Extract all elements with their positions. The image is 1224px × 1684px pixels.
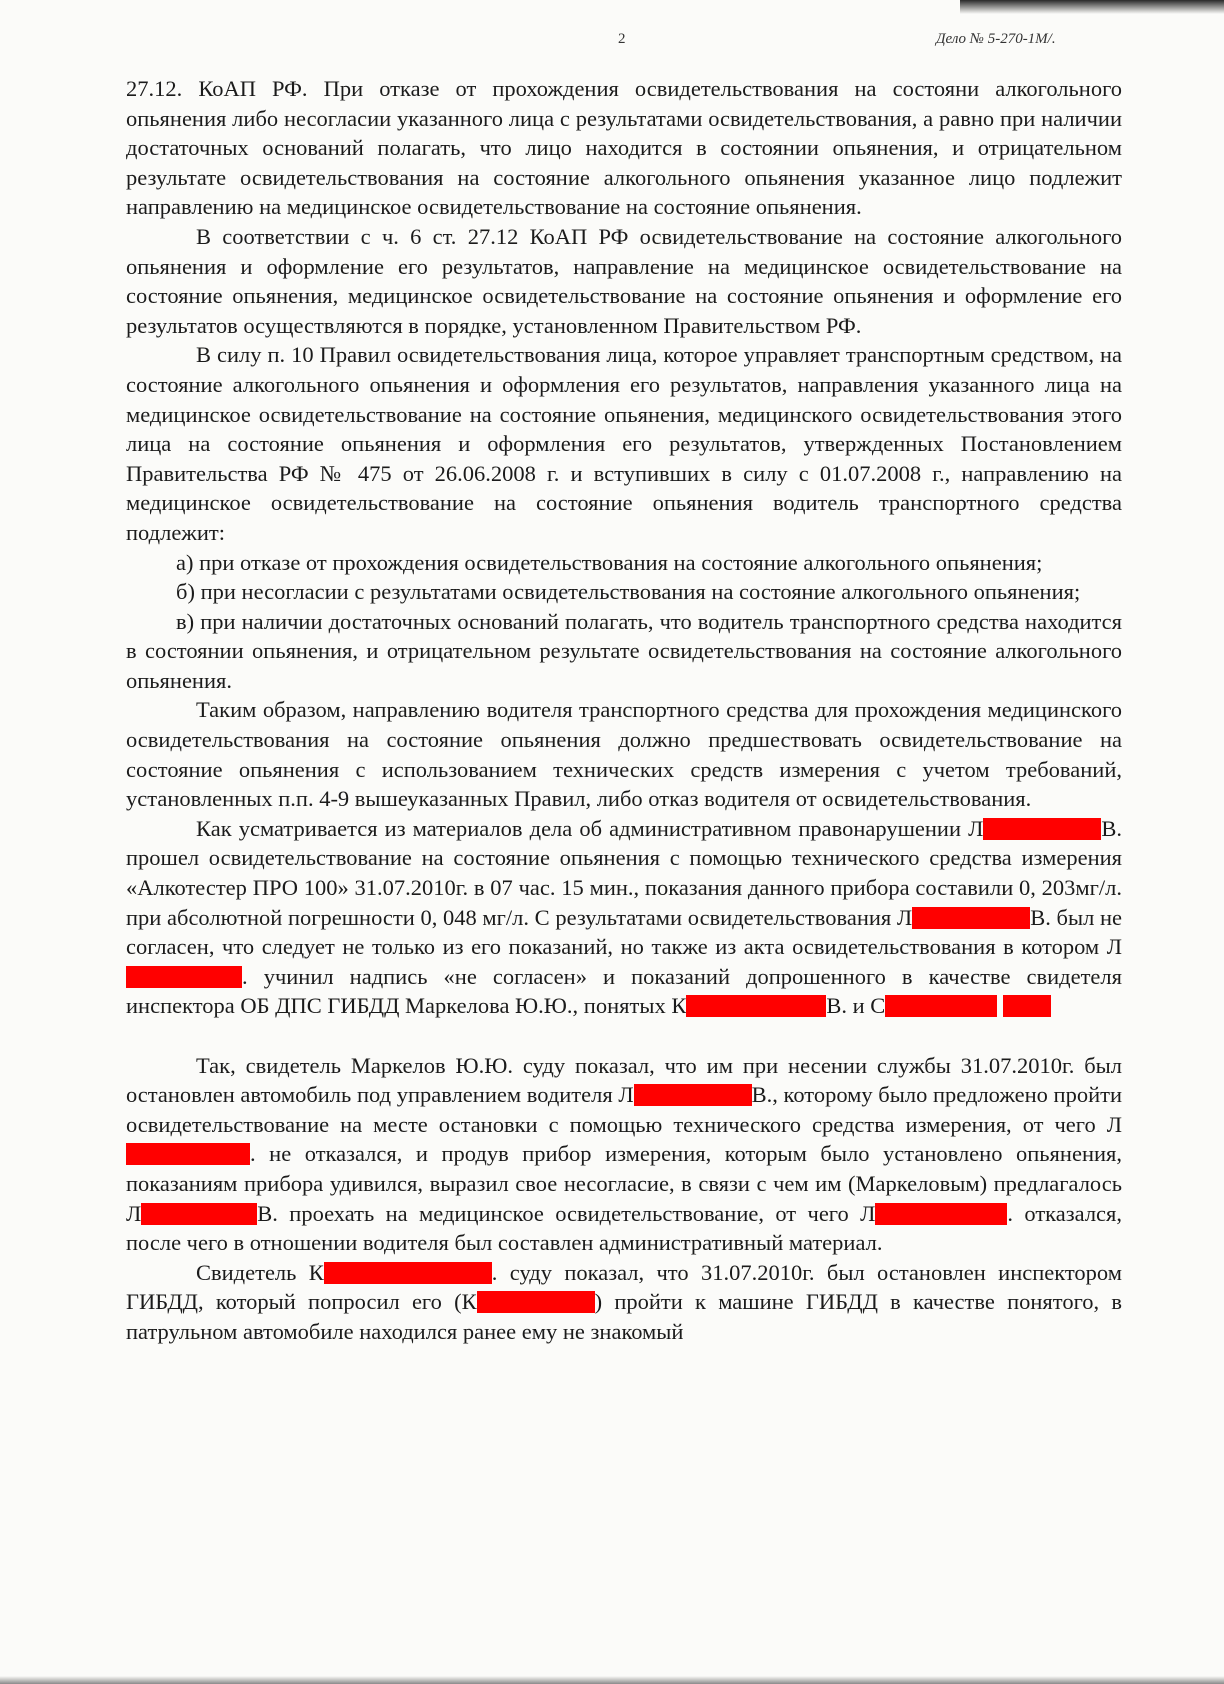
list-item-b: б) при несогласии с результатами освидетельствования на состояние алкогольного опьянения;	[176, 579, 1081, 605]
redaction-box	[983, 818, 1101, 840]
text-segment: Свидетель К	[196, 1259, 324, 1285]
paragraph-witness-markelov	[126, 1051, 1122, 1258]
scan-edge-shadow-top	[960, 0, 1224, 14]
paragraph-conclusion: Таким образом, направлению водителя транспортного средства для прохождения медицинского освидетельствования на состояние опьянения должно предшествовать освидетельствование на состояние опьянения с использованием технических средств измерения с учетом требований, установленных п.п. 4-9 вышеуказанных Правил, либо отказ водителя от освидетельствования.	[126, 697, 1122, 812]
text-segment: Так, свидетель Маркелов Ю.Ю. суду показал, что им при несении службы 31.07.2010г. был остановлен автомобиль под управлением водителя Л	[126, 1052, 1122, 1108]
text-segment: В. и С	[826, 993, 886, 1019]
redaction-box	[1003, 995, 1051, 1017]
redaction-box	[634, 1084, 752, 1106]
text-segment: В. прошел освидетельствование на состояние опьянения с помощью технического средства измерения «Алкотестер ПРО 100» 31.07.2010г. в 07 час. 15 мин., показания данного прибора составили 0, 203мг/л. при абсолютной погрешности 0, 048 мг/л. С результатами освидетельствования Л	[126, 815, 1122, 930]
redaction-box	[885, 995, 997, 1017]
paragraph-witness-k	[126, 1258, 1122, 1347]
case-number: Дело № 5-270-1М/.	[936, 31, 1056, 47]
blank-line	[126, 1021, 1122, 1051]
paragraph-3: В силу п. 10 Правил освидетельствования лица, которое управляет транспортным средством, на состояние алкогольного опьянения и оформления его результатов, направления указанного лица на медицинское освидетельствование на состояние опьянения, медицинского освидетельствования этого лица на состояние опьянения и оформления его результатов, утвержденных Постановлением Правительства РФ № 475 от 26.06.2008 г. и вступивших в силу с 01.07.2008 г., направлению на медицинское освидетельствование на состояние опьянения водитель транспортного средства подлежит:	[126, 342, 1122, 545]
redaction-box	[875, 1203, 1007, 1225]
text-segment: В., которому было предложено пройти освидетельствование на месте остановки с помощью технического средства измерения, от чего Л	[126, 1082, 1123, 1137]
paragraph-1: 27.12. КоАП РФ. При отказе от прохождения освидетельствования на состояни алкогольного опьянения либо несогласии указанного лица с результатами освидетельствования, а равно при наличии достаточных оснований полагать, что лицо находится в состоянии опьянения, и отрицательном результате освидетельствования на состояние алкогольного опьянения указанное лицо подлежит направлению на медицинское освидетельствование на состояние опьянения.	[126, 76, 1122, 220]
text-segment: . суду показал, что 31.07.2010г. был остановлен инспектором ГИБДД, который попросил его (К	[126, 1259, 1122, 1315]
redaction-box	[686, 995, 826, 1017]
redaction-box	[126, 966, 242, 988]
text-segment: В. был не согласен, что следует не только из его показаний, но также из акта освидетельствования в котором Л	[126, 904, 1123, 960]
list-item-a: а) при отказе от прохождения освидетельствования на состояние алкогольного опьянения;	[176, 549, 1043, 575]
page-number: 2	[618, 31, 626, 47]
list-item-c: в) при наличии достаточных оснований полагать, что водитель транспортного средства находится в состоянии опьянения, и отрицательном результате освидетельствования на состояние алкогольного опьянения.	[126, 608, 1122, 693]
redaction-box	[126, 1143, 250, 1165]
redaction-box	[477, 1291, 595, 1313]
redaction-box	[912, 907, 1030, 929]
text-segment: . отказался, после чего в отношении водителя был составлен административный материал.	[126, 1200, 1123, 1256]
document-body	[126, 74, 1122, 1347]
text-segment: Как усматривается из материалов дела об административном правонарушении Л	[196, 815, 984, 841]
text-segment: . не отказался, и продув прибор измерения, которым было установлено опьянения, показаниям прибора удивился, выразил свое несогласие, в связи с чем им (Маркеловым) предлагалось Л	[126, 1141, 1122, 1226]
scan-edge-shadow-bottom	[0, 1676, 1224, 1684]
redaction-box	[324, 1262, 492, 1284]
text-segment: . учинил надпись «не согласен» и показаний допрошенного в качестве свидетеля инспектора ОБ ДПС ГИБДД Маркелова Ю.Ю., понятых К	[126, 963, 1122, 1019]
paragraph-case-materials	[126, 814, 1122, 1021]
text-segment: ) пройти к машине ГИБДД в качестве понятого, в патрульном автомобиле находился ранее ему не знакомый	[126, 1289, 1122, 1344]
paragraph-2: В соответствии с ч. 6 ст. 27.12 КоАП РФ освидетельствование на состояние алкогольного опьянения и оформление его результатов, направление на медицинское освидетельствование на состояние опьянения, медицинское освидетельствование на состояние опьянения и оформление его результатов осуществляются в порядке, установленном Правительством РФ.	[126, 223, 1122, 338]
redaction-box	[141, 1203, 257, 1225]
text-segment: В. проехать на медицинское освидетельствование, от чего Л	[257, 1200, 876, 1226]
